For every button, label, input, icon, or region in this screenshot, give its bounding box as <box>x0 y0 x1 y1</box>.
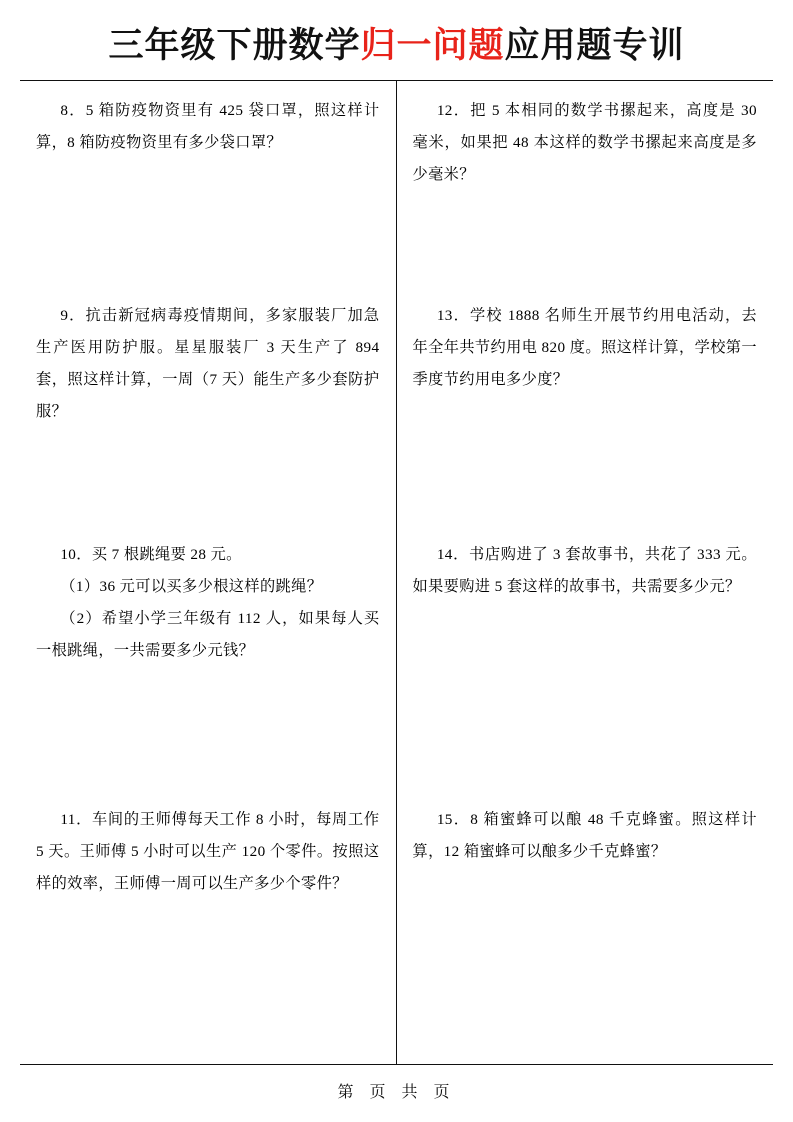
question-sub-line: （1）36 元可以买多少根这样的跳绳？ <box>60 578 323 596</box>
question-body <box>36 300 380 428</box>
title-part-1: 三年级下册数学 <box>108 25 361 66</box>
title-text <box>108 26 684 66</box>
question-line: 9．抗击新冠病毒疫情期间，多家服装厂加急生产医用防护服。星星服装厂 3 天生产了 894 套，照这样计算，一周（7 天）能生产多少套防护服？ <box>36 306 380 420</box>
question-item <box>397 286 774 526</box>
question-body <box>413 539 758 603</box>
question-item <box>20 790 396 1064</box>
page-title <box>0 0 793 74</box>
question-line: 12．把 5 本相同的数学书摞起来，高度是 30 毫米，如果把 48 本这样的数学书摞起来高度是多少毫米？ <box>412 102 757 184</box>
question-column-left <box>20 81 397 1064</box>
question-body <box>36 539 380 667</box>
title-highlight: 归一问题 <box>360 25 505 66</box>
question-item <box>20 81 396 286</box>
question-grid <box>20 80 773 1065</box>
title-part-2: 应用题专训 <box>504 25 685 66</box>
question-line: 8．5 箱防疫物资里有 425 袋口罩，照这样计算，8 箱防疫物资里有多少袋口罩？ <box>36 102 380 152</box>
question-item <box>20 286 396 526</box>
page-footer: 第 页 共 页 <box>337 1084 456 1101</box>
question-column-right <box>397 81 774 1064</box>
question-item <box>397 525 774 789</box>
question-body <box>413 300 758 396</box>
question-sub-line: （2）希望小学三年级有 112 人，如果每人买一根跳绳，一共需要多少元钱？ <box>36 610 380 660</box>
question-item <box>397 81 774 286</box>
question-columns <box>20 81 773 1064</box>
question-line: 10．买 7 根跳绳要 28 元。 <box>60 546 242 564</box>
question-line: 15．8 箱蜜蜂可以酿 48 千克蜂蜜。照这样计算，12 箱蜜蜂可以酿多少千克蜂蜜？ <box>412 810 757 860</box>
question-item <box>20 525 396 789</box>
question-line: 13．学校 1888 名师生开展节约用电活动，去年全年共节约用电 820 度。照这样计算，学校第一季度节约用电多少度？ <box>412 306 757 388</box>
question-body <box>36 95 380 159</box>
question-body <box>413 95 758 191</box>
question-item <box>397 790 774 1064</box>
question-line: 14．书店购进了 3 套故事书，共花了 333 元。如果要购进 5 套这样的故事书，共需要多少元？ <box>412 546 757 596</box>
question-line: 11．车间的王师傅每天工作 8 小时，每周工作 5 天。王师傅 5 小时可以生产 120 个零件。按照这样的效率，王师傅一周可以生产多少个零件？ <box>36 810 380 892</box>
question-body <box>413 804 758 868</box>
question-body <box>36 804 380 900</box>
